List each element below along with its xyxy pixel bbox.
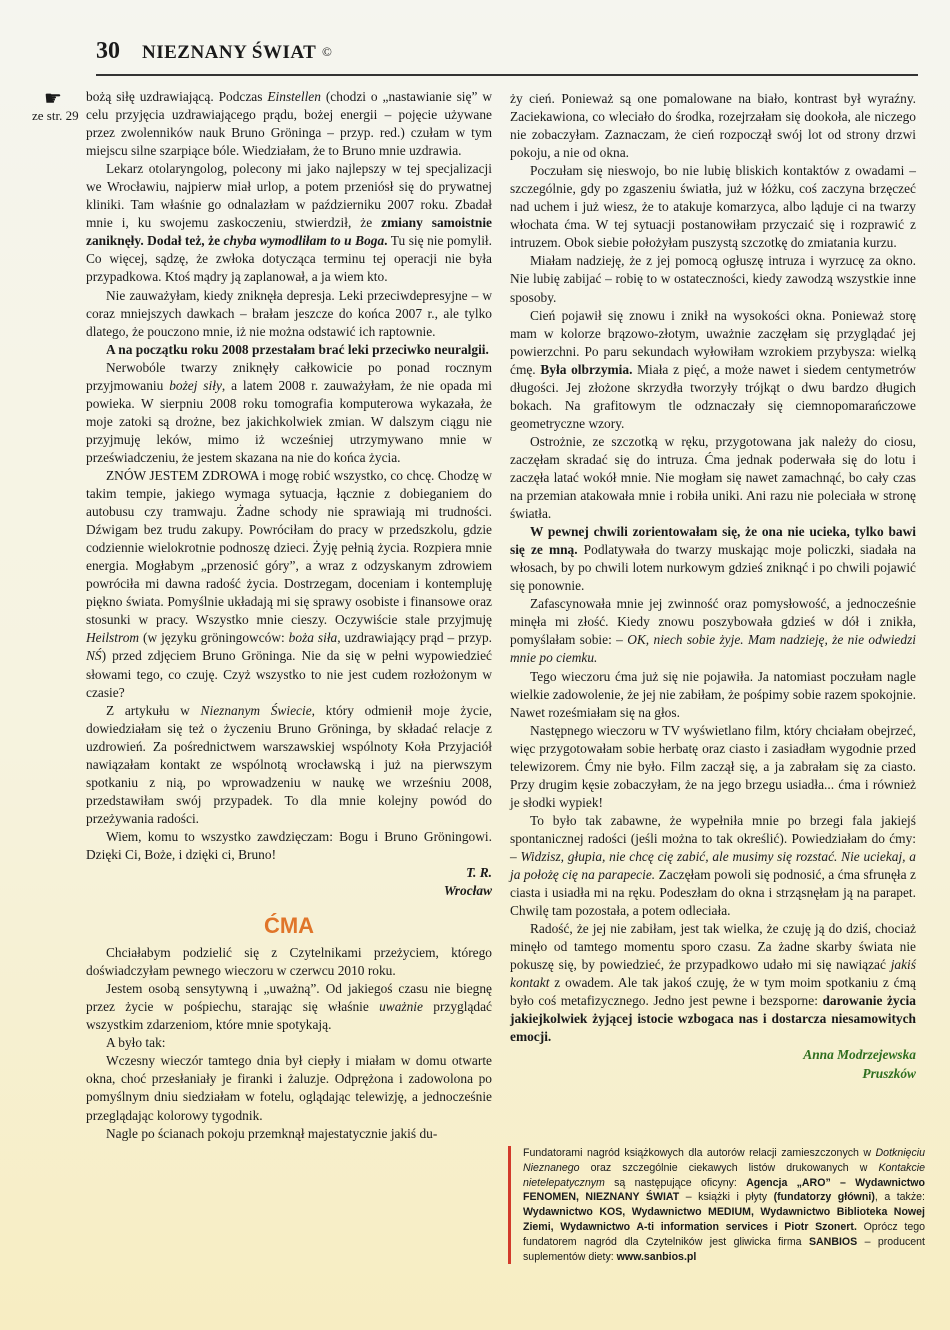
paragraph: Wiem, komu to wszystko zawdzięczam: Bogu i Bruno Gröningowi. Dzięki Ci, Boże, i dzięki ci, Bruno! bbox=[86, 828, 492, 862]
paragraph: Następnego wieczoru w TV wyświetlano film, który chciałam obejrzeć, więc przygotowałam sobie herbatę oraz ciasto i zasiadłam wygodnie przed telewizorem. Ćmy nie było. Film zaczął się, a ja zabrałam się za ciasto. Przy drugim kęsie zobaczyłam, że na jego brzegu usiadła... ćma i również je słodki wypiek! bbox=[510, 722, 916, 810]
author-city: Wrocław bbox=[443, 883, 492, 899]
paragraph: Miałam nadzieję, że z jej pomocą ogłuszę intruza i wyrzucę za okno. Nie lubię zabijać – robię to w ostateczności, kiedy zawodzą wszystkie inne sposoby. bbox=[510, 253, 916, 305]
paragraph: To było tak zabawne, że wypełniła mnie po brzegi fala jakiejś spontanicznej radości (jeśli można to tak określić). Powiedziałam do ćmy: – Widzisz, głupia, nie chcę cię zabić, ale musimy się rozstać. Nie uciekaj, a ja położę cię na parapecie. Zaczęłam powoli się podnosić, a ćma sfrunęła z ciasta i usiadła mi na ręku. Podeszłam do okna i strząsnęłam ją na parapet. Chwilę tam pozostała, a potem odleciała. bbox=[510, 812, 917, 919]
paragraph: W pewnej chwili zorientowałam się, że ona nie ucieka, tylko bawi się ze mną. Podlatywała do twarzy muskając moje policzki, siadała na włosach, by po chwili lotem nurkowym gdzieś zniknąć i po chwili pojawić się ponownie. bbox=[510, 524, 916, 594]
page-header bbox=[96, 36, 916, 72]
sponsors-info-box: Fundatorami nagród książkowych dla autorów relacji zamieszczonych w Dotknięciu Nieznanego oraz szczególnie ciekawych listów drukowanych w Kontakcie nietelepatycznym są następujące oficyny: Agencja „ARO” – Wydawnictwo FENOMEN, NIEZNANY ŚWIAT – książki i płyty (fundatorzy główni), a także: Wydawnictwo KOS, Wydawnictwo MEDIUM, Wydawnictwo Biblioteka Nowej Ziemi, Wydawnictwo A-ti information services i Piotr Szonert. Oprócz tego fundatorem nagród dla Czytelników jest gliwicka firma SANBIOS – producent suplementów diety: www.sanbios.pl bbox=[508, 1146, 925, 1264]
paragraph: Cień pojawił się znowu i znikł na wysokości okna. Ponieważ storę mam w kolorze brązowo-złotym, uważnie zaczęłam się przyglądać jej powierzchni. Po paru sekundach wyłowiłam wzrokiem przybysza: wielką ćmę. Była olbrzymia. Miała z pięć, a może nawet i siedem centymetrów długości. Jej złożone skrzydła tworzyły trójkąt o dwu bardzo długich bokach. Na grafitowym tle odznaczały się ciemnopomarańczowe geometryczne wzory. bbox=[510, 307, 916, 431]
paragraph: Jestem osobą sensytywną i „uważną”. Od jakiegoś czasu nie biegnę przez życie w pośpiechu, starając się właśnie uważnie przyglądać wszystkim zdarzeniom, które mnie spotykają. bbox=[86, 981, 492, 1033]
paragraph: Chciałabym podzielić się z Czytelnikami przeżyciem, którego doświadczyłam pewnego wieczoru w czerwcu 2010 roku. bbox=[86, 945, 492, 979]
magazine-title: NIEZNANY ŚWIAT bbox=[142, 42, 317, 63]
paragraph: Nie zauważyłam, kiedy zniknęła depresja. Leki przeciwdepresyjne – w coraz mniejszych dawkach – brałam jeszcze do końca 2007 r., ale tylko dlatego, że pouczono mnie, iż nie można odstawić ich raptownie. bbox=[86, 287, 492, 339]
paragraph: Tego wieczoru ćma już się nie pojawiła. Ja natomiast poczułam nagle wielkie zadowolenie, że jej nie zabiłam, że pośpimy sobie razem spokojnie. Nawet roześmiałam się na głos. bbox=[510, 668, 916, 720]
paragraph: Lekarz otolaryngolog, polecony mi jako najlepszy w tej specjalizacji we Wrocławiu, najpierw miał urlop, a potem przeniósł się do prywatnej kliniki. Tam właśnie go odnalazłam w październiku 2007 roku. Zbadał mnie i, ku swojemu zaskoczeniu, stwierdził, że zmiany samoistnie zaniknęły. Dodał też, że chyba wymodliłam to u Boga. Tu się nie pomylił. Co więcej, sądzę, że zwłoka dotycząca terminu tej operacji nie była przypadkowa. Ktoś mądry ją zaplanował, a ja wiem kto. bbox=[86, 161, 492, 285]
paragraph: Z artykułu w Nieznanym Świecie, który odmienił moje życie, dowiedziałam się też o życzeniu Bruno Gröninga, by składać relacje z uzdrowień. Za pośrednictwem warszawskiej wspólnoty Koła Przyjaciół nawiązałam kontakt ze wspólnotą wrocławską i już na pierwszym spotkaniu z nią, po wprowadzeniu w naukę we wrześniu 2008, przedstawiłam swój przypadek. To dla mnie kolejny powód do przeżywania radości. bbox=[86, 702, 492, 826]
paragraph: ży cień. Ponieważ są one pomalowane na biało, kontrast był wyraźny. Zaciekawiona, co wleciało do środka, rozejrzałam się dookoła, ale niczego nie zobaczyłam. Zaznaczam, że cień rozpoczął swój lot od strony drzwi pokoju, a nie od okna. bbox=[510, 91, 916, 161]
paragraph: Ostrożnie, ze szczotką w ręku, przygotowana jak należy do ciosu, zaczęłam skradać się do intruza. Ćma jednak poderwała się do lotu i zaczęła latać wokół mnie. Nie mogłam się nawet zamachnąć, bo cały czas na przemian atakowała mnie i robiła uniki. Ani razu nie poleciała w stronę światła. bbox=[510, 433, 916, 522]
paragraph: Wczesny wieczór tamtego dnia był ciepły i miałam w domu otwarte okna, choć przesłaniały je firanki i żaluzje. Odprężona i zadowolona po pomyślnym dniu siedziałam w fotelu, oglądając telewizję, a jednocześnie przeglądając kolorowy tygodnik. bbox=[86, 1053, 492, 1123]
author-signature: Anna Modrzejewska bbox=[803, 1047, 916, 1063]
paragraph: Poczułam się nieswojo, bo nie lubię bliskich kontaktów z owadami – szczególnie, gdy po zgaszeniu światła, już w łóżku, coś zaczyna brzęczeć nad uchem i już wiesz, że to atakuje komarzyca, albo ląduje ci na twarzy włochata ćma. W tej sytuacji postanowiłam przyczaić się i rozprawić z intruzem. Obok siebie położyłam puszystą szczotkę do zmiatania kurzu. bbox=[510, 163, 916, 251]
continued-from-label: ze str. 29 bbox=[32, 108, 79, 123]
article-title: ĆMA bbox=[263, 913, 315, 939]
paragraph: Zafascynowała mnie jej zwinność oraz pomysłowość, a jednocześnie minęła mi złość. Kiedy znowu poszybowała gdzieś w dół i znikła, pomyślałam sobie: – OK, niech sobie żyje. Mam nadzieję, że nie odwiedzi mnie po ciemku. bbox=[510, 596, 917, 666]
header-rule bbox=[96, 74, 918, 76]
page-number: 30 bbox=[96, 38, 120, 64]
paragraph: Nerwobóle twarzy zniknęły całkowicie po ponad rocznym przyjmowaniu bożej siły, a latem 2008 r. zauważyłam, że nie opada mi powieka. W sierpniu 2008 roku tomografia komputerowa wykazała, że moje zatoki są drożne, bez jakichkolwiek zmian. W dalszym ciągu nie przyjmuję leków, mimo iż wcześniej utrzymywano mnie w przeświadczeniu, że jestem skazana na nie do końca życia. bbox=[86, 359, 492, 465]
copyright-mark: © bbox=[322, 44, 332, 59]
column-right bbox=[510, 90, 916, 1083]
author-city: Pruszków bbox=[862, 1065, 916, 1081]
paragraph: bożą siłę uzdrawiającą. Podczas Einstellen (chodzi o „nastawianie się” w celu przyjęcia uzdrawiającego prądu, bożej energii – pojęcie używane przez zwolenników nauk Bruno Gröninga – przyp. red.) czułam w tym miejscu silne szarpiące bóle. Wiedziałam, że to Bruno mnie uzdrawia. bbox=[86, 89, 492, 159]
paragraph: A było tak: bbox=[106, 1035, 166, 1051]
author-signature: T. R. bbox=[466, 865, 492, 881]
paragraph: Nagle po ścianach pokoju przemknął majestatycznie jakiś du- bbox=[106, 1125, 438, 1141]
paragraph: Radość, że jej nie zabiłam, jest tak wielka, że czuję ją do dziś, chociaż minęło od tamtego momentu sporo czasu. Za żadne skarby świata nie pokuszę się, by powiedzieć, że przypadkowo udało mi się nawiązać jakiś kontakt z owadem. Ale tak jakoś czuję, że w tym moim spotkaniu z ćmą było coś metafizycznego. Jedno jest pewne i bezsporne: darowanie życia jakiejkolwiek żyjącej istocie wzbogaca nas i dostarcza niesamowitych emocji. bbox=[510, 921, 916, 1045]
pointing-hand-icon: ☛ bbox=[44, 88, 62, 110]
column-left bbox=[86, 88, 492, 1143]
paragraph: A na początku roku 2008 przestałam brać leki przeciwko neuralgii. bbox=[106, 341, 489, 357]
paragraph: ZNÓW JESTEM ZDROWA i mogę robić wszystko, co chcę. Chodzę w takim tempie, jakiego wymaga sytuacja, łącznie z dobieganiem do autobusu czy tramwaju. Żadne schody nie sprawiają mi trudności. Dźwigam bez trudu zakupy. Powróciłam do pracy w przedszkolu, gdzie codziennie wielokrotnie podnoszę dzieci. Żyję pełnią życia. Rozpiera mnie energia. Mogłabym „przenosić góry”, a wraz z odzyskanym zdrowiem powróciła mi dawna radość życia. Dostrzegam, doceniam i kontempluję piękno świata. Pomyślnie układają mi się sprawy osobiste i finansowe oraz stosunki w pracy. Wszystko mnie cieszy. Oczywiście stale przyjmuję Heilstrom (w języku gröningowców: boża siła, uzdrawiający prąd – przyp. NŚ) przed zdjęciem Bruno Gröninga. Nie da się w pełni wypowiedzieć słowami tego, co czuję. Czyż wszystko to nie jest cudem rozłożonym w czasie? bbox=[86, 467, 493, 700]
